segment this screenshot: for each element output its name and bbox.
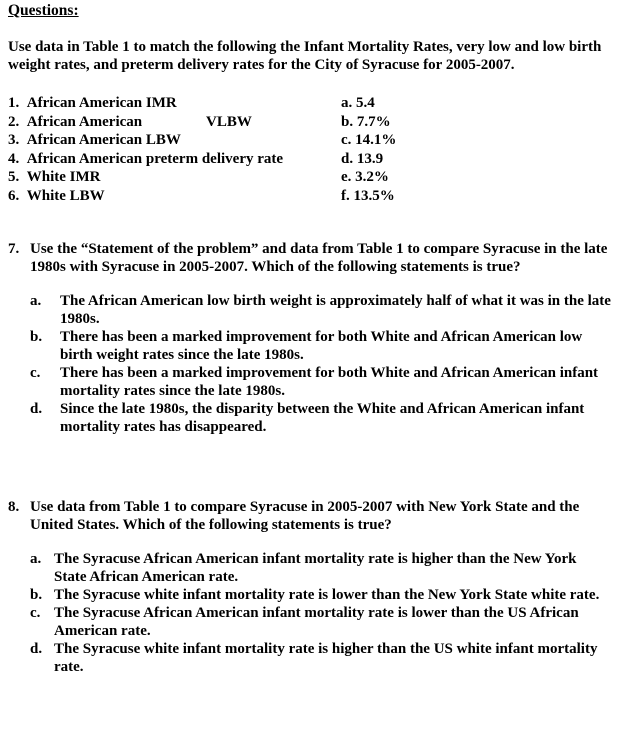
option-item (30, 640, 612, 676)
option-letter: d. (30, 401, 43, 417)
matching-number: 3. (8, 132, 20, 149)
option-letter: d. (30, 641, 43, 657)
matching-answer: d. 13.9 (341, 150, 384, 167)
option-text: The Syracuse African American infant mortality rate is higher than the New York State African American rate. (54, 551, 577, 585)
question-7 (8, 240, 612, 436)
matching-item: African American preterm delivery rate (26, 150, 284, 167)
option-letter: b. (30, 587, 43, 603)
option-letter: b. (30, 329, 43, 345)
matching-number: 5. (8, 169, 20, 186)
option-item (30, 604, 612, 640)
matching-item: African American LBW (26, 132, 181, 149)
question-text: Use the “Statement of the problem” and data from Table 1 to compare Syracuse in the late 1980s with Syracuse in 2005-2007. Which of the following statements is true? (30, 241, 608, 275)
matching-item: African American IMR (26, 95, 177, 111)
matching-item: White IMR (26, 169, 101, 186)
matching-item: African American (26, 113, 143, 130)
matching-answer: f. 13.5% (341, 187, 395, 204)
option-item (30, 364, 612, 400)
matching-answer: c. 14.1% (341, 132, 397, 149)
option-item (30, 400, 612, 436)
option-item (30, 292, 612, 328)
option-list (30, 292, 612, 436)
option-letter: c. (30, 605, 41, 621)
option-list (30, 550, 612, 676)
questions-heading: Questions: (8, 2, 79, 19)
matching-row (8, 131, 618, 150)
matching-number: 4. (8, 150, 20, 167)
option-item (30, 586, 612, 604)
question-text: Use data from Table 1 to compare Syracuse in 2005-2007 with New York State and the United States. Which of the following statements is true? (30, 499, 580, 533)
matching-item: White LBW (26, 187, 105, 204)
intro-paragraph: Use data in Table 1 to match the following the Infant Mortality Rates, very low and low birth weight rates, and preterm delivery rates for the City of Syracuse for 2005-2007. (8, 39, 602, 73)
option-text: There has been a marked improvement for both White and African American infant mortality rates since the late 1980s. (60, 365, 599, 399)
matching-row (8, 168, 618, 187)
matching-list (8, 94, 618, 206)
question-8 (8, 498, 612, 676)
matching-item-extra: VLBW (206, 113, 252, 130)
matching-number: 1. (8, 95, 20, 111)
matching-answer: a. 5.4 (341, 95, 375, 111)
matching-row (8, 94, 618, 113)
option-text: The African American low birth weight is approximately half of what it was in the late 1980s. (60, 293, 611, 327)
question-number: 8. (8, 499, 20, 515)
matching-row (8, 150, 618, 169)
option-letter: a. (30, 293, 42, 309)
matching-row (8, 113, 618, 132)
matching-answer: b. 7.7% (341, 113, 391, 130)
option-text: The Syracuse white infant mortality rate is lower than the New York State white rate. (54, 587, 600, 603)
option-item (30, 550, 612, 586)
matching-answer: e. 3.2% (341, 169, 389, 186)
option-text: The Syracuse African American infant mortality rate is lower than the US African American rate. (54, 605, 579, 639)
option-letter: c. (30, 365, 41, 381)
option-item (30, 328, 612, 364)
option-text: The Syracuse white infant mortality rate is higher than the US white infant mortality rate. (54, 641, 598, 675)
matching-number: 6. (8, 187, 20, 204)
question-number: 7. (8, 241, 20, 257)
option-text: There has been a marked improvement for both White and African American low birth weight rates since the late 1980s. (60, 329, 583, 363)
option-letter: a. (30, 551, 42, 567)
matching-number: 2. (8, 113, 20, 130)
matching-row (8, 187, 618, 206)
option-text: Since the late 1980s, the disparity between the White and African American infant mortality rates has disappeared. (60, 401, 585, 435)
